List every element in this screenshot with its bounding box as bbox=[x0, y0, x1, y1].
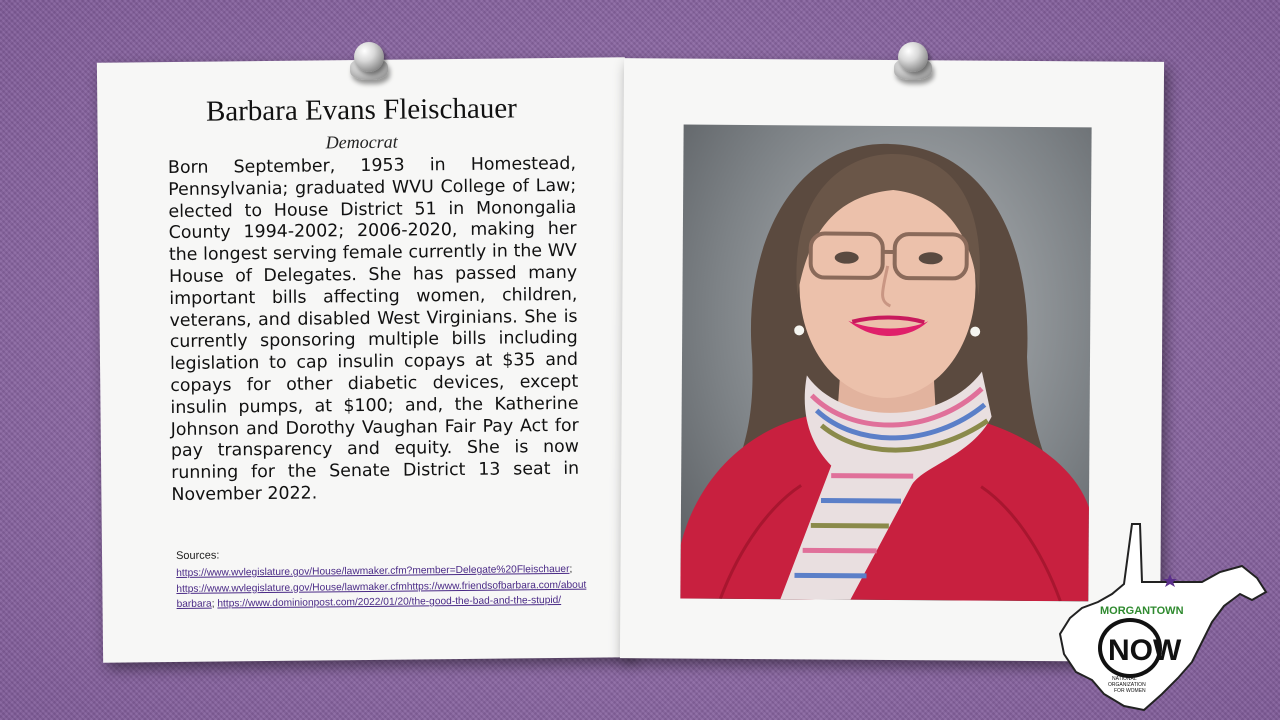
source-link-3[interactable]: https://www.dominionpost.com/2022/01/20/the-good-the-bad-and-the-stupid/ bbox=[217, 595, 562, 610]
pushpin-icon bbox=[350, 42, 386, 78]
source-separator: ; bbox=[569, 563, 573, 575]
logo-line-1: NATIONAL bbox=[1112, 676, 1137, 682]
source-link-1[interactable]: https://www.wvlegislature.gov/House/lawmaker.cfm?member=Delegate%20Fleischauer bbox=[176, 563, 570, 579]
party-label: Democrat bbox=[325, 131, 398, 153]
source-separator: ; bbox=[211, 598, 215, 610]
source-link-2[interactable]: https://www.wvlegislature.gov/House/lawmaker.cfmhttps://www.friendsofbarbara.com/aboutbarbara bbox=[176, 579, 587, 611]
pushpin-icon bbox=[894, 42, 930, 78]
morgantown-now-logo bbox=[1052, 522, 1272, 712]
logo-top-text: MORGANTOWN bbox=[1100, 605, 1184, 617]
logo-line-2: ORGANIZATION bbox=[1108, 682, 1146, 688]
bio-text: Born September, 1953 in Homestead, Pennsylvania; graduated WVU College of Law; elected to House District 51 in Monongalia County 1994-2002; 2006-2020, making her the longest serving female currently in the WV House of Delegates. She has passed many important bills affecting women, children, veterans, and disabled West Virginians. She is currently sponsoring multiple bills including legislation to cap insulin copays at $35 and copays for other diabetic devices, except insulin pumps, at $100; and, the Katherine Johnson and Dorothy Vaughan Fair Pay Act for pay transparency and equity. She is now running for the Senate District 13 seat in November 2022. bbox=[167, 153, 580, 505]
logo-main-text: NOW bbox=[1108, 634, 1182, 667]
candidate-name: Barbara Evans Fleischauer bbox=[205, 92, 517, 128]
portrait-illustration bbox=[680, 125, 1091, 602]
sources-label: Sources: bbox=[175, 549, 220, 562]
sources-list bbox=[176, 562, 586, 613]
logo-line-3: FOR WOMEN bbox=[1114, 688, 1146, 694]
portrait-photo bbox=[680, 125, 1091, 602]
bio-card bbox=[97, 57, 631, 662]
